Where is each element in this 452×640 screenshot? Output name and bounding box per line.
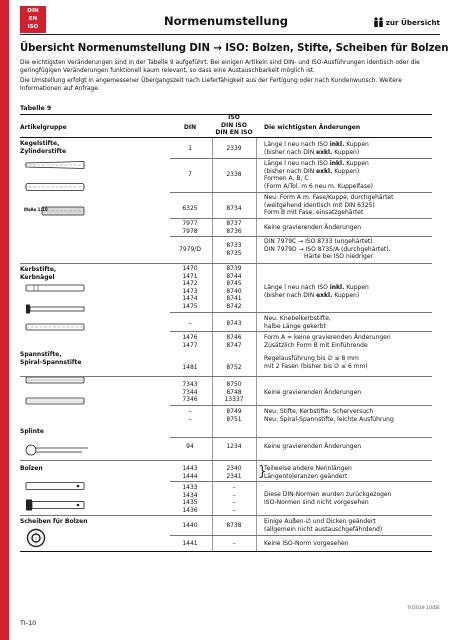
header-changes: Die wichtigsten Änderungen (264, 124, 361, 131)
row-iso: 8738 (226, 522, 242, 529)
brace-glyph: } (258, 464, 267, 480)
row-rule (20, 263, 432, 264)
header-bottom-rule (20, 137, 432, 138)
row-change: Neu: Stifte, Kerbstifte: Scherversuch Neu: Spiral-Spannstifte, leichte Ausführung (264, 408, 394, 423)
page-header-title: Normenumstellung (164, 14, 288, 28)
row-iso: 2339 (226, 145, 242, 152)
row-din: 7 (188, 171, 192, 178)
row-rule (170, 535, 432, 536)
group-splinte: Splinte (20, 428, 44, 435)
row-din: 1440 (182, 522, 198, 529)
row-din: 1433 1434 1435 1436 (182, 484, 198, 514)
row-iso: 2340 2341 (226, 465, 242, 480)
row-din: 7343 7344 7346 (182, 381, 198, 404)
row-din: 1476 1477 (182, 334, 198, 349)
code-en: EN (28, 16, 38, 22)
bolt-sketch-1 (24, 481, 86, 491)
overview-label[interactable]: zur Übersicht (385, 17, 440, 27)
row-iso: 8739 8744 8745 8740 8741 8742 (226, 265, 242, 310)
spiral-pin-sketch (24, 396, 86, 406)
row-change: Regelausführung bis ∅ ≤ 8 mm mit 2 Fasen (bisher bis ∅ ≤ 6 mm) (264, 355, 368, 370)
row-rule (170, 331, 432, 332)
row-change: Teilweise andere Nennlängen Längentoleranzen geändert (264, 465, 352, 480)
row-rule (170, 481, 432, 482)
intro-text (20, 59, 435, 94)
row-change: Einige Außen-∅ und Dicken geändert (allgemein nicht austauschgefährdend) (264, 518, 383, 533)
row-rule (170, 236, 432, 237)
row-iso: – – – – (232, 484, 236, 514)
row-din: 7977 7978 (182, 220, 198, 235)
row-din: 1443 1444 (182, 465, 198, 480)
cylinder-pin-sketch (24, 182, 86, 192)
row-change: Diese DIN-Normen wurden zurückgezogen ISO-Normen sind nicht vorgesehen (264, 491, 392, 506)
row-din: 1470 1471 1472 1473 1474 1475 (182, 265, 198, 310)
group-kerb: Kerbstifte, Kerbnägel (20, 266, 57, 281)
group-scheiben: Scheiben für Bolzen (20, 518, 88, 525)
change-text: Kuppen (bisher nach DIN (264, 284, 369, 299)
row-change: Neu: Knebelkerbstifte, halbe Länge gekerbt (264, 315, 331, 330)
page-number: TI-10 (20, 619, 37, 627)
change-text: Kuppen) (332, 148, 360, 156)
row-rule (170, 312, 432, 313)
row-change: DIN 7979C → ISO 8733 (ungehärtet) DIN 7979D → ISO 8735/A (durchgehärtet), Härte bei ISO niedriger (264, 238, 391, 261)
row-rule (170, 218, 432, 219)
cone-pin-sketch (24, 160, 86, 170)
row-rule (170, 437, 432, 438)
intro-paragraph-1: Die wichtigsten Veränderungen sind in der Tabelle 9 aufgeführt. Bei einigen Artikeln sind DIN- und ISO-Ausführungen identisch oder die geringfügigen Veränderungen funktionell kaum relevant, so dass eine Austauschbarkeit möglich ist. (20, 60, 420, 74)
row-rule (20, 515, 432, 516)
knebel-pin-sketch (24, 322, 86, 332)
row-change (264, 160, 439, 190)
row-iso: 8750 8748 13337 (224, 381, 244, 404)
row-iso: 8734 (226, 205, 242, 212)
grooved-nail-sketch (24, 304, 86, 314)
row-iso: 8752 (226, 364, 242, 371)
row-din: 7979/D (179, 246, 201, 253)
change-emph: exkl. (316, 291, 333, 299)
change-text: Länge l neu nach ISO (264, 160, 330, 167)
row-iso: 8743 (226, 320, 242, 327)
grooved-pin-sketch (24, 283, 86, 293)
row-din: 1441 (182, 540, 198, 547)
change-text: Kuppen) (332, 291, 360, 299)
group-kegel: Kegelstifte, Zylinderstifte (20, 140, 67, 155)
header-iso-line: ISO (228, 114, 240, 121)
row-rule (170, 158, 432, 159)
red-side-bar (0, 0, 9, 640)
row-change: Keine gravierenden Änderungen (264, 224, 362, 231)
row-rule (20, 376, 432, 377)
table-label: Tabelle 9 (20, 105, 52, 112)
row-din: – – (188, 408, 192, 423)
row-change: Neu: Form A m. Fase/Kuppe, durchgehärtet (weitgehend identisch mit DIN 6325) Form B mit Fase, einsatzgehärtet (264, 194, 394, 217)
change-emph: inkl. (329, 160, 345, 167)
row-iso: 8737 8736 (226, 220, 242, 235)
bolt-sketch-2 (24, 499, 86, 511)
code-din: DIN (27, 8, 39, 14)
header-iso-line: DIN EN ISO (215, 129, 253, 137)
row-change: Keine ISO-Norm vorgesehen (264, 540, 349, 547)
washer-sketch (26, 528, 46, 548)
overview-link[interactable] (373, 17, 440, 27)
code-iso: ISO (27, 24, 39, 30)
change-emph: inkl. (329, 284, 345, 291)
row-iso: 2338 (226, 171, 242, 178)
header-group: Artikelgruppe (20, 124, 67, 131)
change-text: Länge l neu nach ISO (264, 284, 330, 291)
change-emph: exkl. (316, 148, 333, 156)
row-din: 6325 (182, 205, 198, 212)
row-iso: – (232, 540, 236, 547)
row-change: Form A = keine gravierenden Änderungen Zusätzlich Form B mit Einführende (264, 334, 391, 349)
row-iso: 8733 8735 (226, 242, 242, 257)
row-rule (170, 405, 432, 406)
header-din: DIN (183, 124, 197, 131)
row-rule (170, 192, 432, 193)
column-divider (256, 138, 257, 551)
row-din: 1 (188, 145, 192, 152)
people-icon (373, 17, 384, 27)
group-bolzen: Bolzen (20, 465, 43, 472)
row-change: Keine gravierenden Änderungen (264, 389, 362, 396)
section-title: Übersicht Normenumstellung DIN → ISO: Bolzen, Stifte, Scheiben für Bolzen (20, 43, 449, 54)
document-reference: TI/2019.10/DE (407, 606, 440, 611)
table-bottom-rule (20, 551, 432, 552)
header-iso (213, 114, 255, 137)
row-din: 94 (186, 443, 194, 450)
row-iso: 8749 8751 (226, 408, 242, 423)
change-text: Länge l neu nach ISO (264, 141, 330, 148)
change-text: Kuppen (bisher nach DIN (264, 141, 369, 156)
split-pin-sketch (24, 444, 90, 456)
change-text: Kuppen) Formen A, B, C (Form A/Tol. m 6 neu m. Kuppelfase) (264, 167, 373, 190)
row-din: 1481 (182, 364, 198, 371)
change-emph: exkl. (316, 167, 333, 175)
group-spann: Spannstifte, Spiral-Spannstifte (20, 351, 82, 366)
row-iso: 8746 8747 (226, 334, 242, 349)
row-change (264, 284, 439, 299)
row-din: – (188, 320, 192, 327)
change-text: Kuppen (bisher nach DIN (264, 160, 369, 175)
row-iso: 1234 (226, 443, 242, 450)
intro-paragraph-2: Die Umstellung erfolgt in angemessener Übergangszeit nach Lieferfähigkeit aus der Fertigung oder nach Kundenwunsch. Weitere Informationen auf Anfrage. (20, 77, 402, 92)
header-iso-line: DIN ISO (221, 121, 247, 129)
header-divider (20, 34, 440, 35)
change-emph: inkl. (329, 141, 345, 148)
row-change (264, 141, 439, 156)
row-rule (20, 460, 432, 461)
row-change: Keine gravierenden Änderungen (264, 443, 362, 450)
sketch-scale-label: Maße 1:10 (24, 207, 48, 212)
